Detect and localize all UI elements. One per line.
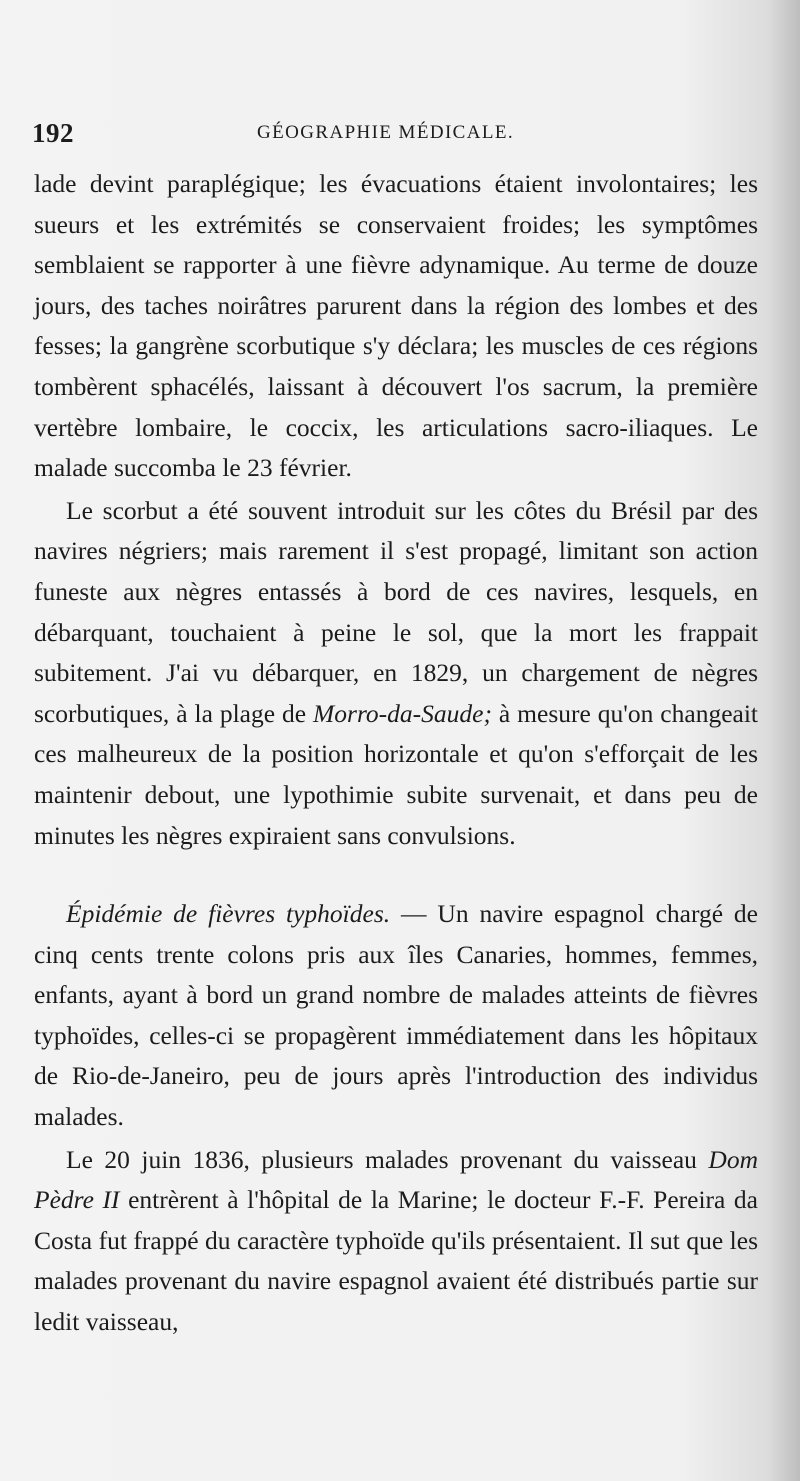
paragraph-juin-1836 bbox=[34, 1140, 758, 1343]
running-head: GÉOGRAPHIE MÉDICALE. bbox=[257, 122, 515, 143]
page-header bbox=[32, 118, 760, 158]
place-name: Morro-da-Saude; bbox=[313, 698, 492, 728]
paragraph-continuation: lade devint paraplégique; les évacuations étaient involontaires; les sueurs et les extrémités se conservaient froides; les symptômes semblaient se rapporter à une fièvre adynamique. Au terme de douze jours, des taches noirâtres parurent dans la région des lombes et des fesses; la gangrène scorbutique s'y déclara; les muscles de ces régions tombèrent sphacélés, laissant à découvert l'os sacrum, la première vertèbre lombaire, le coccix, les articulations sacro-iliaques. Le malade succomba le 23 février. bbox=[34, 169, 758, 483]
page-number: 192 bbox=[32, 118, 74, 148]
page-body bbox=[34, 164, 758, 1343]
paragraph-epidemie bbox=[34, 894, 758, 1138]
paragraph-text: — Un navire espagnol chargé de cinq cents trente colons pris aux îles Canaries, hommes, femmes, enfants, ayant à bord un grand nombre de malades atteints de fièvres typhoïdes, celles-ci se propagèrent immédiatement dans les hôpitaux de Rio-de-Janeiro, peu de jours après l'introduction des individus malades. bbox=[34, 899, 758, 1132]
paragraph-text: entrèrent à l'hôpital de la Marine; le docteur F.-F. Pereira da Costa fut frappé du caractère typhoïde qu'ils présentaient. Il sut que les malades provenant du navire espagnol avaient été distribués partie sur ledit vaisseau, bbox=[34, 1185, 758, 1337]
section-heading: Épidémie de fièvres typhoïdes. bbox=[66, 899, 391, 929]
paragraph-text: à mesure qu'on changeait ces malheureux de la position horizontale et qu'on s'efforçait de les maintenir debout, une lypothimie subite survenait, et dans peu de minutes les nègres expiraient sans convulsions. bbox=[34, 698, 759, 850]
paragraph-scorbut bbox=[34, 491, 758, 856]
paragraph-text: Le scorbut a été souvent introduit sur les côtes du Brésil par des navires négriers; mais rarement il s'est propagé, limitant son action funeste aux nègres entassés à bord de ces navires, lesquels, en débarquant, touchaient à peine le sol, que la mort les frappait subitement. J'ai vu débarquer, en 1829, un chargement de nègres scorbutiques, à la plage de bbox=[34, 495, 758, 728]
ship-name: Dom Pèdre II bbox=[34, 1144, 758, 1215]
paragraph-text: Le 20 juin 1836, plusieurs malades provenant du vaisseau bbox=[66, 1144, 709, 1174]
